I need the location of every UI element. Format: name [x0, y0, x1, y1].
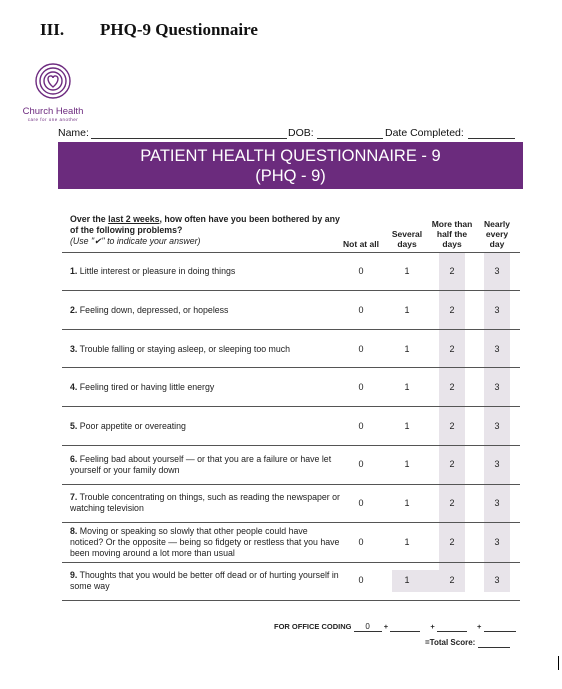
answer-cell[interactable]: 2 — [449, 266, 455, 276]
col-header-more-than-half: More than half the days — [431, 219, 473, 249]
answer-cell[interactable]: 1 — [404, 382, 410, 392]
office-coding-label: FOR OFFICE CODING — [274, 622, 352, 631]
answer-cell[interactable]: 3 — [494, 575, 500, 585]
instruction-text: (Use "✔" to indicate your answer) — [70, 236, 201, 246]
office-coding-col2[interactable] — [437, 622, 467, 632]
row-divider — [62, 290, 520, 291]
logo-name: Church Health — [22, 106, 84, 117]
answer-cell[interactable]: 0 — [358, 382, 364, 392]
answer-cell[interactable]: 1 — [404, 459, 410, 469]
total-score-field[interactable] — [478, 638, 510, 648]
row-divider — [62, 522, 520, 523]
question-8: 8. Moving or speaking so slowly that other people could have noticed? Or the opposite — being so fidgety or restless that you have been moving around a lot more than usual — [70, 526, 340, 558]
row-divider — [62, 252, 520, 253]
answer-cell[interactable]: 2 — [449, 459, 455, 469]
text-cursor — [558, 656, 559, 670]
answer-cell[interactable]: 2 — [449, 305, 455, 315]
answer-cell[interactable]: 3 — [494, 498, 500, 508]
office-coding-line: FOR OFFICE CODING 0 + + + — [274, 622, 516, 632]
answer-cell[interactable]: 0 — [358, 266, 364, 276]
answer-cell[interactable]: 2 — [449, 537, 455, 547]
answer-cell[interactable]: 1 — [404, 266, 410, 276]
answer-cell[interactable]: 3 — [494, 305, 500, 315]
answer-cell[interactable]: 2 — [449, 344, 455, 354]
question-2: 2. Feeling down, depressed, or hopeless — [70, 305, 229, 315]
answer-cell[interactable]: 1 — [404, 575, 410, 585]
logo-tagline: care for one another — [27, 117, 79, 122]
question-4: 4. Feeling tired or having little energy — [70, 382, 215, 392]
answer-cell[interactable]: 1 — [404, 537, 410, 547]
col-header-several-days: Several days — [391, 229, 423, 249]
answer-cell[interactable]: 2 — [449, 421, 455, 431]
answer-cell[interactable]: 2 — [449, 498, 455, 508]
office-coding-col0[interactable]: 0 — [354, 622, 382, 632]
answer-cell[interactable]: 3 — [494, 421, 500, 431]
row-divider — [62, 406, 520, 407]
answer-cell[interactable]: 0 — [358, 344, 364, 354]
answer-cell[interactable]: 0 — [358, 498, 364, 508]
question-1: 1. Little interest or pleasure in doing things — [70, 266, 236, 276]
total-score-line — [425, 638, 510, 648]
answer-cell[interactable]: 0 — [358, 575, 364, 585]
heart-spiral-icon — [33, 62, 73, 102]
answer-cell[interactable]: 1 — [404, 305, 410, 315]
row-divider — [62, 600, 520, 601]
church-health-logo — [18, 62, 88, 122]
answer-cell[interactable]: 0 — [358, 537, 364, 547]
row-divider — [62, 484, 520, 485]
row-divider — [62, 329, 520, 330]
row-divider — [62, 562, 520, 563]
answer-cell[interactable]: 1 — [404, 344, 410, 354]
dob-field[interactable] — [317, 138, 383, 139]
questionnaire-banner — [58, 142, 523, 189]
row-divider — [62, 367, 520, 368]
date-completed-field[interactable] — [468, 138, 515, 139]
answer-cell[interactable]: 1 — [404, 498, 410, 508]
question-5: 5. Poor appetite or overeating — [70, 421, 186, 431]
answer-cell[interactable]: 1 — [404, 421, 410, 431]
name-field[interactable] — [91, 138, 287, 139]
answer-cell[interactable]: 0 — [358, 305, 364, 315]
question-header: Over the last 2 weeks, how often have you been bothered by any of the following problems? (Use "✔" to indicate your answer) — [70, 214, 340, 246]
answer-cell[interactable]: 3 — [494, 459, 500, 469]
question-9: 9. Thoughts that you would be better off dead or of hurting yourself in some way — [70, 570, 339, 591]
col-header-nearly-every-day: Nearly every day — [484, 219, 510, 249]
office-coding-col3[interactable] — [484, 622, 516, 632]
section-number: III. — [40, 20, 65, 39]
section-title: PHQ-9 Questionnaire — [100, 20, 258, 39]
question-3: 3. Trouble falling or staying asleep, or sleeping too much — [70, 344, 291, 354]
answer-cell[interactable]: 0 — [358, 421, 364, 431]
answer-cell[interactable]: 3 — [494, 537, 500, 547]
answer-cell[interactable]: 3 — [494, 266, 500, 276]
col-header-not-at-all: Not at all — [343, 239, 379, 249]
office-coding-col1[interactable] — [390, 622, 420, 632]
answer-cell[interactable]: 2 — [449, 382, 455, 392]
banner-title: PATIENT HEALTH QUESTIONNAIRE - 9 — [140, 147, 441, 165]
answer-cell[interactable]: 0 — [358, 459, 364, 469]
answer-cell[interactable]: 3 — [494, 344, 500, 354]
dob-label: DOB: — [288, 127, 314, 139]
row-divider — [62, 445, 520, 446]
name-label: Name: — [58, 127, 89, 139]
total-score-label: =Total Score: — [425, 638, 476, 647]
answer-cell[interactable]: 3 — [494, 382, 500, 392]
banner-subtitle: (PHQ - 9) — [255, 167, 326, 185]
date-completed-label: Date Completed: — [385, 127, 464, 139]
question-7: 7. Trouble concentrating on things, such as reading the newspaper or watching television — [70, 492, 340, 513]
question-6: 6. Feeling bad about yourself — or that you are a failure or have let yourself or your family down — [70, 454, 332, 475]
answer-cell[interactable]: 2 — [449, 575, 455, 585]
